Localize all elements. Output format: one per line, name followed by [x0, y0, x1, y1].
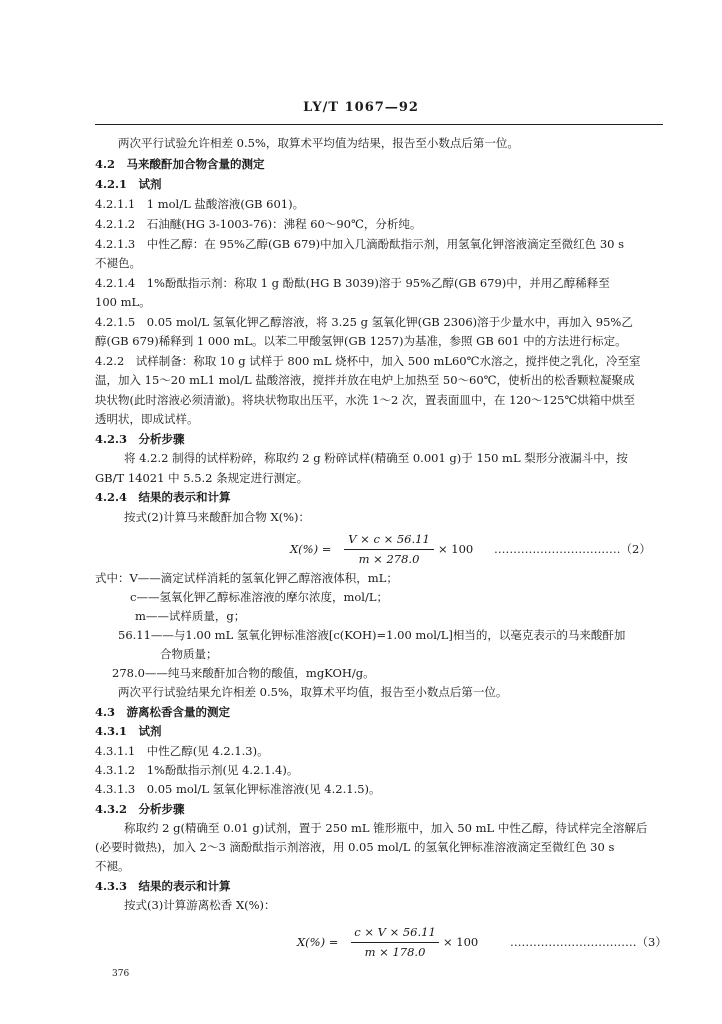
paragraph-line: 按式(2)计算马来酸酐加合物 X(%)： [124, 510, 311, 524]
paragraph-line: 温，加入 15～20 mL1 mol/L 盐酸溶液，搅拌并放在电炉上加热至 50～60℃，使析出的松香颗粒凝聚成 [95, 373, 635, 387]
section-heading: 4.2.4 结果的表示和计算 [95, 490, 231, 504]
formula-numerator: V × c × 56.11 [348, 532, 430, 546]
paragraph-line: 4.2.1.4 1%酚酞指示剂：称取 1 g 酚酞(HG B 3039)溶于 95%乙醇(GB 679)中，并用乙醇稀释至 [95, 276, 610, 290]
header-rule [95, 124, 663, 125]
paragraph-line: GB/T 14021 中 5.5.2 条规定进行测定。 [95, 471, 309, 485]
paragraph-line: 两次平行试验结果允许相差 0.5%，取算术平均值，报告至小数点后第一位。 [118, 685, 508, 699]
paragraph-line: 透明状，即成试样。 [95, 412, 199, 426]
paragraph-line: 按式(3)计算游离松香 X(%)： [124, 898, 276, 912]
paragraph-line: 278.0——纯马来酸酐加合物的酸值，mgKOH/g。 [112, 666, 375, 680]
formula-numerator: c × V × 56.11 [354, 925, 436, 939]
section-heading: 4.3.2 分析步骤 [95, 802, 185, 816]
paragraph-line: 将 4.2.2 制得的试样粉碎，称取约 2 g 粉碎试样(精确至 0.001 g)于 150 mL 梨形分液漏斗中，按 [124, 451, 628, 465]
standard-header: LY/T 1067—92 [303, 100, 419, 115]
fraction-bar [344, 549, 434, 550]
paragraph-line: 4.2.1.1 1 mol/L 盐酸溶液(GB 601)。 [95, 197, 305, 211]
section-heading: 4.2 马来酸酐加合物含量的测定 [95, 157, 265, 171]
formula-denominator: m × 278.0 [358, 552, 420, 566]
paragraph-line: 4.2.1.2 石油醚(HG 3-1003-76)：沸程 60～90℃，分析纯。 [95, 217, 422, 231]
formula-lhs: X(%) = [297, 935, 339, 949]
section-heading: 4.3.3 结果的表示和计算 [95, 879, 231, 893]
paragraph-line: m——试样质量，g； [135, 609, 246, 623]
formula-number: ……………………………（2） [494, 542, 651, 556]
paragraph-line: 块状物(此时溶液必须清澈)。将块状物取出压平，水洗 1～2 次，置表面皿中，在 120～125℃烘箱中烘至 [95, 393, 635, 407]
formula-tail: × 100 [438, 542, 474, 556]
page-number: 376 [112, 969, 130, 979]
fraction-bar [351, 942, 439, 943]
paragraph-line: c——氢氧化钾乙醇标准溶液的摩尔浓度，mol/L； [130, 590, 388, 604]
paragraph-line: 不褪色。 [95, 256, 141, 270]
paragraph-line: 4.3.1.1 中性乙醇(见 4.2.1.3)。 [95, 744, 269, 758]
paragraph-line: 式中：V——滴定试样消耗的氢氧化钾乙醇溶液体积，mL； [95, 571, 398, 585]
formula-denominator: m × 178.0 [364, 945, 426, 959]
paragraph-line: 4.2.1.5 0.05 mol/L 氢氧化钾乙醇溶液，将 3.25 g 氢氧化钾(GB 2306)溶于少量水中，再加入 95%乙 [95, 315, 633, 329]
paragraph-line: 4.3.1.3 0.05 mol/L 氢氧化钾标准溶液(见 4.2.1.5)。 [95, 782, 381, 796]
formula-number: ……………………………（3） [510, 935, 667, 949]
paragraph-line: (必要时微热)，加入 2～3 滴酚酞指示剂溶液，用 0.05 mol/L 的氢氧化钾标准溶液滴定至微红色 30 s [95, 840, 615, 854]
paragraph-line: 合物质量； [160, 647, 218, 661]
formula-lhs: X(%) = [290, 542, 332, 556]
section-heading: 4.2.3 分析步骤 [95, 432, 185, 446]
paragraph-line: 4.3.1.2 1%酚酞指示剂(见 4.2.1.4)。 [95, 763, 299, 777]
paragraph-line: 56.11——与1.00 mL 氢氧化钾标准溶液[c(KOH)=1.00 mol/L]相当的，以毫克表示的马来酸酐加 [118, 628, 626, 642]
section-heading: 4.3 游离松香含量的测定 [95, 705, 231, 719]
paragraph-line: 100 mL。 [95, 295, 151, 309]
paragraph-line: 4.2.2 试样制备：称取 10 g 试样于 800 mL 烧杯中，加入 500 mL60℃水溶之，搅拌使之乳化，冷至室 [95, 354, 641, 368]
section-heading: 4.3.1 试剂 [95, 724, 162, 738]
paragraph-line: 4.2.1.3 中性乙醇：在 95%乙醇(GB 679)中加入几滴酚酞指示剂，用氢氧化钾溶液滴定至微红色 30 s [95, 237, 625, 251]
section-heading: 4.2.1 试剂 [95, 177, 162, 191]
paragraph-line: 称取约 2 g(精确至 0.01 g)试剂，置于 250 mL 锥形瓶中，加入 50 mL 中性乙醇，待试样完全溶解后 [124, 821, 648, 835]
paragraph-line: 醇(GB 679)稀释到 1 000 mL。以苯二甲酸氢钾(GB 1257)为基准，参照 GB 601 中的方法进行标定。 [95, 334, 627, 348]
paragraph-line: 两次平行试验允许相差 0.5%，取算术平均值为结果，报告至小数点后第一位。 [118, 136, 519, 150]
paragraph-line: 不褪。 [95, 859, 130, 873]
formula-tail: × 100 [443, 935, 479, 949]
